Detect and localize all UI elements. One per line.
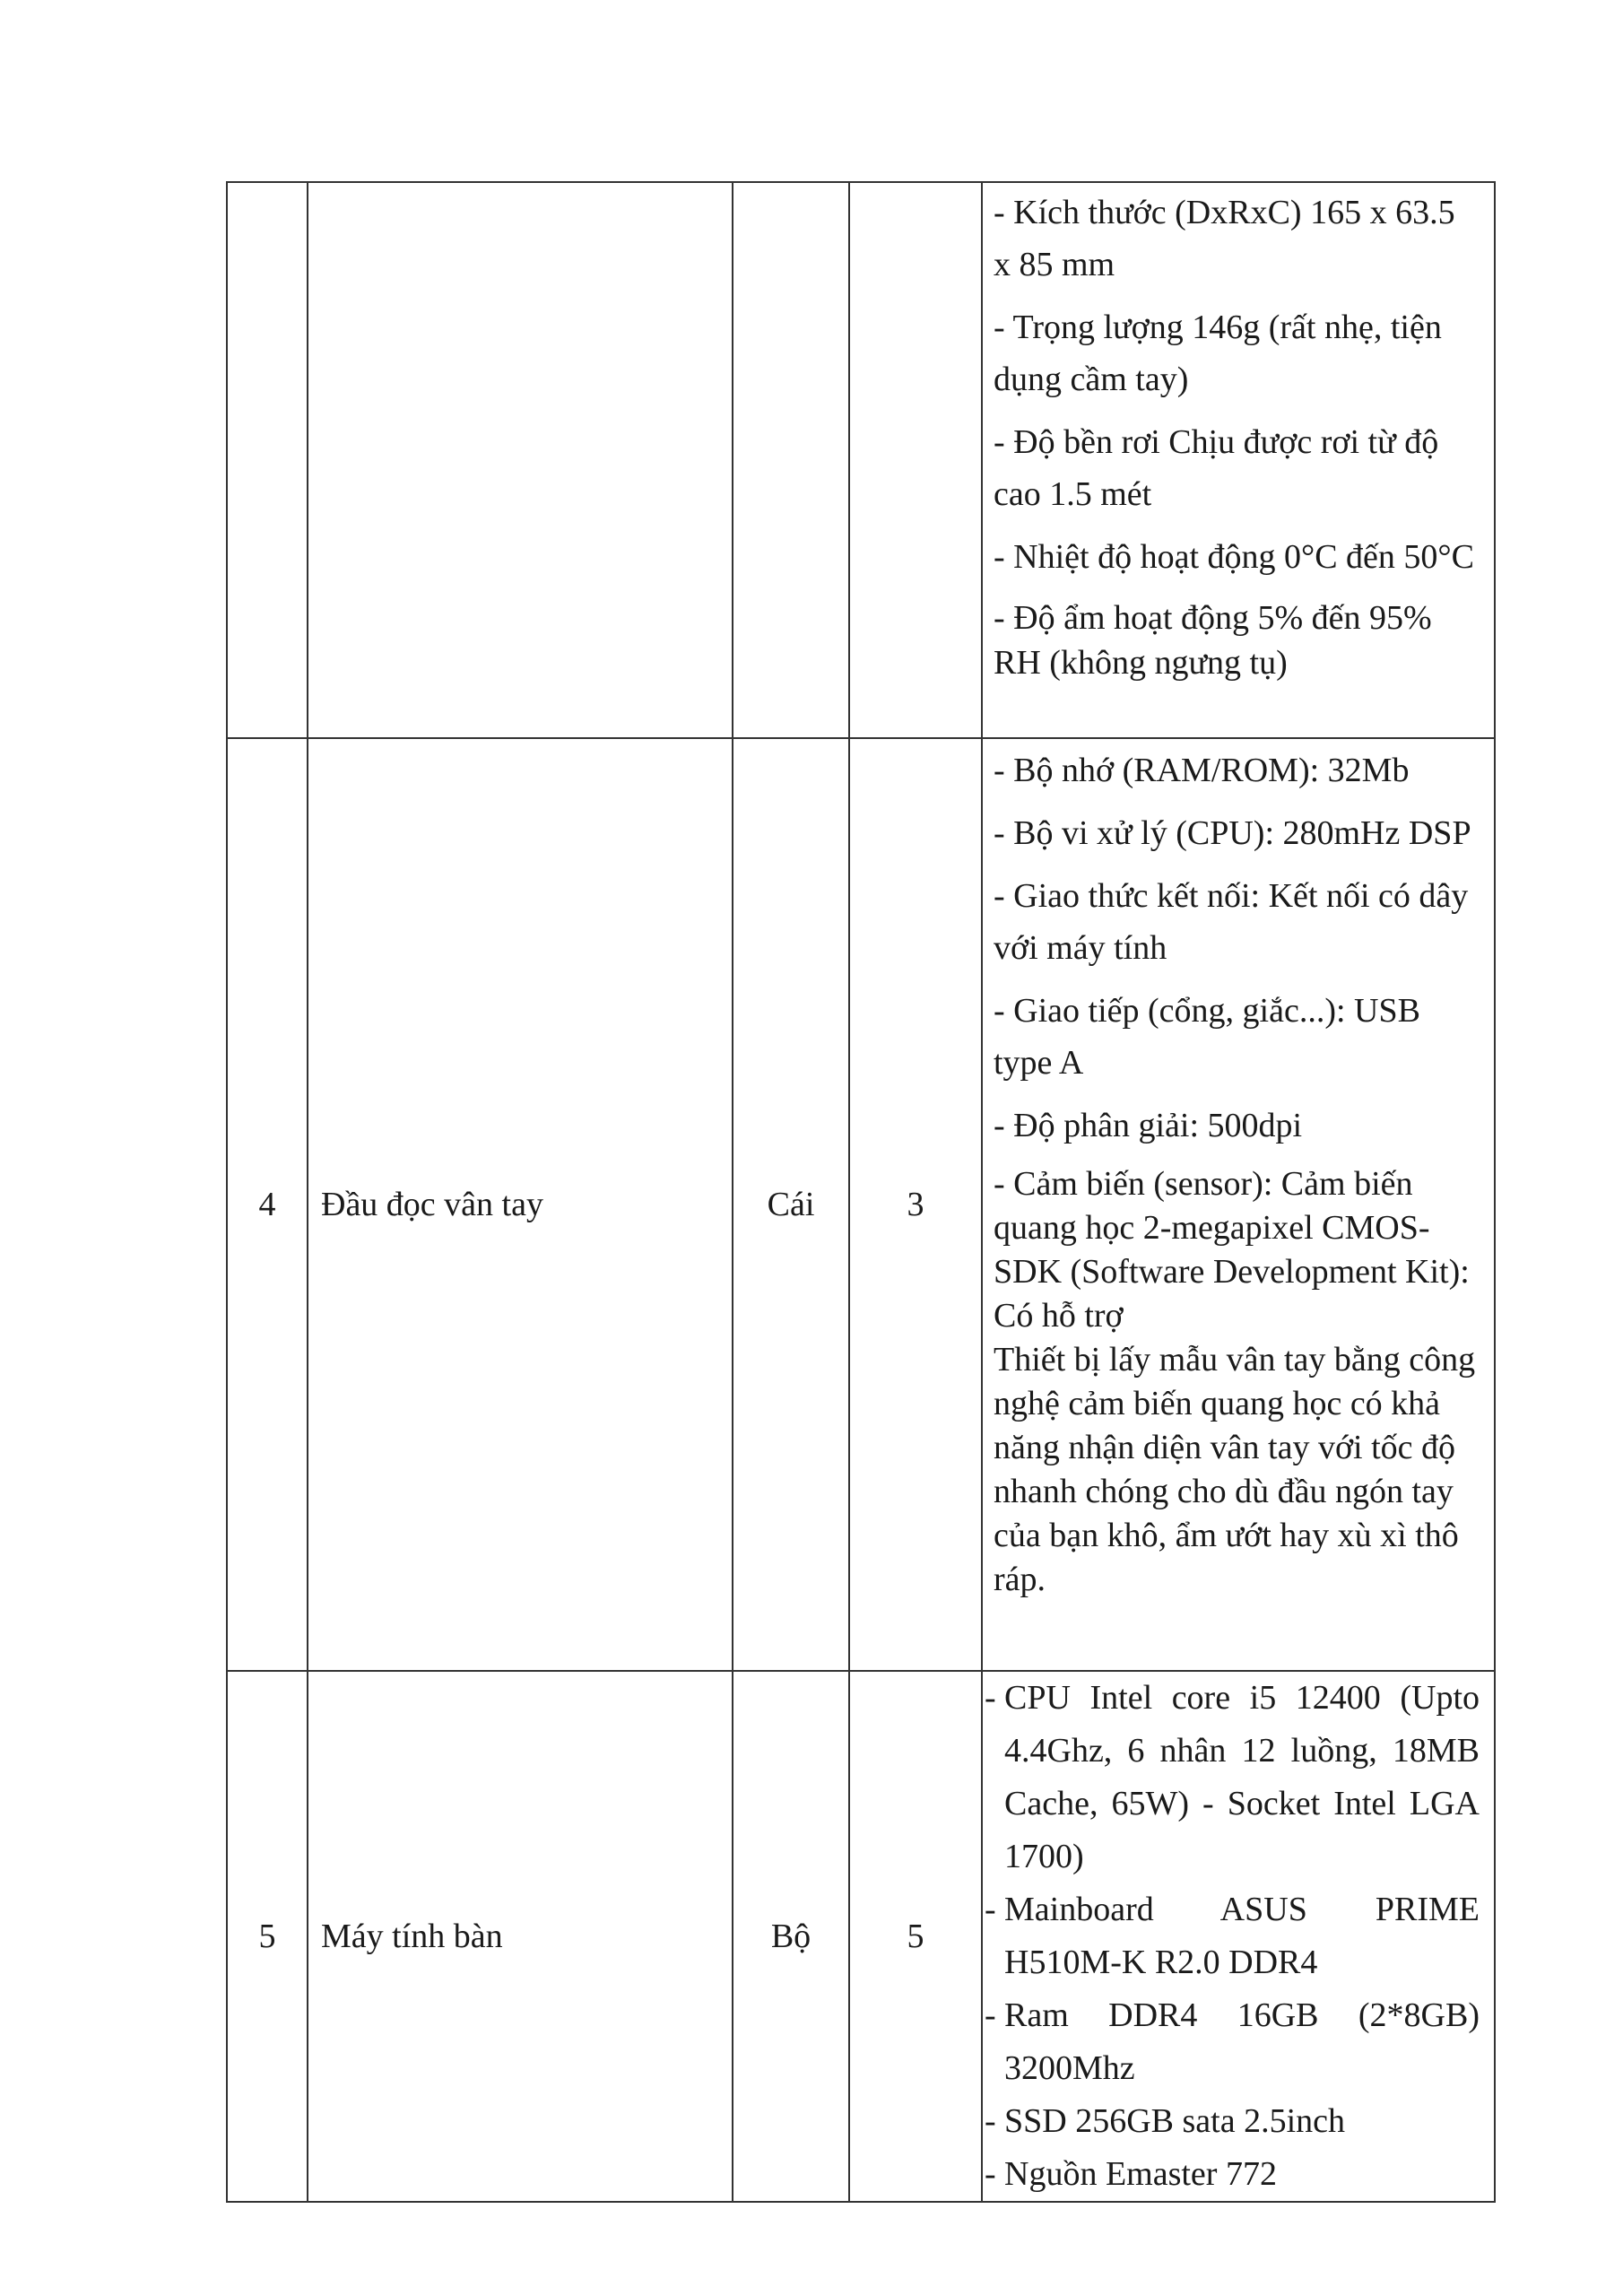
row-name bbox=[308, 182, 733, 738]
row-qty: 5 bbox=[849, 1671, 982, 2202]
spec-item: - Giao thức kết nối: Kết nối có dây với máy tính bbox=[994, 877, 1469, 967]
row-stt bbox=[227, 182, 308, 738]
spec-item: - Trọng lượng 146g (rất nhẹ, tiện dụng cầm tay) bbox=[994, 309, 1442, 398]
table-row bbox=[227, 738, 1495, 1671]
spec-item: - Mainboard ASUS PRIME H510M-K R2.0 DDR4 bbox=[985, 1883, 1480, 1989]
row-qty: 3 bbox=[849, 738, 982, 1671]
spec-text: SSD 256GB sata 2.5inch bbox=[1004, 2102, 1345, 2140]
spec-table bbox=[226, 181, 1496, 2203]
row-specs bbox=[982, 1671, 1495, 2202]
spec-item: - Bộ nhớ (RAM/ROM): 32Mb bbox=[994, 752, 1410, 789]
spec-item: - Ram DDR4 16GB (2*8GB) 3200Mhz bbox=[985, 1989, 1480, 2095]
spec-note: Thiết bị lấy mẫu vân tay bằng công nghệ cảm biến quang học có khả năng nhận diện vân tay với tốc độ nhanh chóng cho dù đầu ngón tay của bạn khô, ẩm ướt hay xù xì thô ráp. bbox=[994, 1341, 1476, 1598]
spec-item: - CPU Intel core i5 12400 (Upto 4.4Ghz, 6 nhân 12 luồng, 18MB Cache, 65W) - Socket Intel LGA 1700) bbox=[985, 1672, 1480, 1883]
row-name: Đầu đọc vân tay bbox=[308, 738, 733, 1671]
row-unit: Cái bbox=[733, 738, 849, 1671]
spec-item: - Độ phân giải: 500dpi bbox=[994, 1107, 1303, 1144]
row-stt: 4 bbox=[227, 738, 308, 1671]
spec-text: Nguồn Emaster 772 bbox=[1004, 2155, 1277, 2193]
row-stt: 5 bbox=[227, 1671, 308, 2202]
spec-item: - Độ ẩm hoạt động 5% đến 95% RH (không ngưng tụ) bbox=[994, 599, 1432, 682]
spec-text: Ram DDR4 16GB (2*8GB) 3200Mhz bbox=[1004, 1996, 1480, 2087]
spec-text: Mainboard ASUS PRIME H510M-K R2.0 DDR4 bbox=[1004, 1891, 1480, 1981]
row-unit: Bộ bbox=[733, 1671, 849, 2202]
row-name: Máy tính bàn bbox=[308, 1671, 733, 2202]
spec-item: - SSD 256GB sata 2.5inch bbox=[985, 2095, 1480, 2148]
table-row bbox=[227, 1671, 1495, 2202]
spec-item: - Cảm biến (sensor): Cảm biến quang học 2-megapixel CMOS-SDK (Software Development Kit): Có hỗ trợ bbox=[994, 1165, 1470, 1335]
row-specs bbox=[982, 738, 1495, 1671]
spec-item: - Kích thước (DxRxC) 165 x 63.5 x 85 mm bbox=[994, 194, 1455, 283]
spec-item: - Bộ vi xử lý (CPU): 280mHz DSP bbox=[994, 814, 1471, 852]
spec-text: CPU Intel core i5 12400 (Upto 4.4Ghz, 6 nhân 12 luồng, 18MB Cache, 65W) - Socket Intel LGA 1700) bbox=[1004, 1679, 1480, 1875]
table-row bbox=[227, 182, 1495, 738]
spec-item: - Nhiệt độ hoạt động 0°C đến 50°C bbox=[994, 538, 1474, 576]
spec-item: - Nguồn Emaster 772 bbox=[985, 2148, 1480, 2201]
row-unit bbox=[733, 182, 849, 738]
row-qty bbox=[849, 182, 982, 738]
row-specs bbox=[982, 182, 1495, 738]
spec-item: - Giao tiếp (cổng, giắc...): USB type A bbox=[994, 992, 1420, 1082]
spec-item: - Độ bền rơi Chịu được rơi từ độ cao 1.5 mét bbox=[994, 423, 1439, 513]
